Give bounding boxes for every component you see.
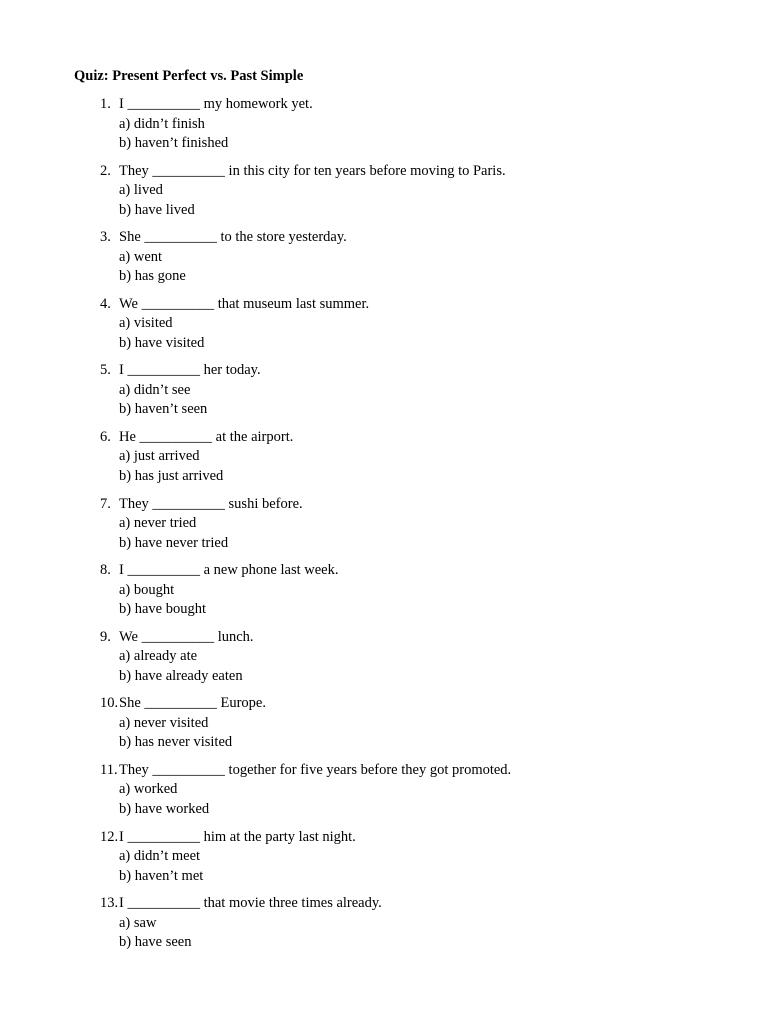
question-item xyxy=(0,628,768,695)
question-item xyxy=(0,428,768,495)
question-number: 5. xyxy=(100,362,111,379)
question-item xyxy=(0,495,768,562)
question-text: She __________ Europe. xyxy=(119,695,266,712)
question-line xyxy=(0,894,768,914)
question-line xyxy=(0,295,768,315)
option-a: a) just arrived xyxy=(119,448,200,465)
question-line xyxy=(0,95,768,115)
option-a: a) visited xyxy=(119,315,173,332)
option-b: b) have visited xyxy=(119,334,205,351)
question-item xyxy=(0,828,768,895)
question-line xyxy=(0,228,768,248)
option-a: a) never visited xyxy=(119,714,209,731)
question-text: I __________ her today. xyxy=(119,362,261,379)
question-item xyxy=(0,162,768,229)
question-number: 8. xyxy=(100,562,111,579)
question-item xyxy=(0,295,768,362)
option-b: b) haven’t met xyxy=(119,867,204,884)
question-text: I __________ him at the party last night. xyxy=(119,828,356,845)
option-b: b) haven’t seen xyxy=(119,401,208,418)
option-b: b) have worked xyxy=(119,800,210,817)
question-number: 12. xyxy=(100,828,119,845)
option-a: a) already ate xyxy=(119,648,198,665)
option-b: b) have never tried xyxy=(119,534,229,551)
question-number: 10. xyxy=(100,695,119,712)
question-number: 11. xyxy=(100,761,118,778)
option-b: b) has never visited xyxy=(119,734,233,751)
question-item xyxy=(0,361,768,428)
option-a: a) bought xyxy=(119,581,175,598)
question-text: He __________ at the airport. xyxy=(119,428,294,445)
option-a: a) worked xyxy=(119,781,178,798)
question-line xyxy=(0,361,768,381)
option-a: a) lived xyxy=(119,182,163,199)
question-number: 1. xyxy=(100,96,111,112)
question-item xyxy=(0,95,768,162)
question-item xyxy=(0,561,768,628)
option-b: b) have seen xyxy=(119,934,192,951)
question-number: 13. xyxy=(100,895,119,912)
question-number: 3. xyxy=(100,229,111,246)
question-text: I __________ my homework yet. xyxy=(119,96,313,112)
option-a: a) never tried xyxy=(119,515,197,532)
option-a: a) didn’t meet xyxy=(119,848,201,865)
question-number: 7. xyxy=(100,495,111,512)
question-text: We __________ lunch. xyxy=(119,628,254,645)
question-line xyxy=(0,428,768,448)
option-b: b) has gone xyxy=(119,268,186,285)
question-line xyxy=(0,828,768,848)
question-item xyxy=(0,228,768,295)
option-b: b) have bought xyxy=(119,601,206,618)
question-line xyxy=(0,162,768,182)
question-line xyxy=(0,495,768,515)
question-text: We __________ that museum last summer. xyxy=(119,295,370,312)
question-number: 6. xyxy=(100,428,111,445)
question-text: They __________ in this city for ten years before moving to Paris. xyxy=(119,162,506,179)
question-line xyxy=(0,561,768,581)
quiz-title: Quiz: Present Perfect vs. Past Simple xyxy=(74,68,304,84)
question-number: 4. xyxy=(100,295,111,312)
question-line xyxy=(0,694,768,714)
question-number: 2. xyxy=(100,162,111,179)
question-text: They __________ together for five years before they got promoted. xyxy=(119,761,512,778)
option-a: a) saw xyxy=(119,914,157,931)
option-b: b) have lived xyxy=(119,201,195,218)
option-b: b) has just arrived xyxy=(119,467,224,484)
question-item xyxy=(0,694,768,761)
question-line xyxy=(0,628,768,648)
question-number: 9. xyxy=(100,628,111,645)
question-text: She __________ to the store yesterday. xyxy=(119,229,347,246)
question-item xyxy=(0,894,768,961)
option-a: a) went xyxy=(119,248,163,265)
question-text: I __________ a new phone last week. xyxy=(119,562,339,579)
option-b: b) have already eaten xyxy=(119,667,243,684)
question-text: I __________ that movie three times already. xyxy=(119,895,382,912)
question-item xyxy=(0,761,768,828)
question-line xyxy=(0,761,768,781)
option-b: b) haven’t finished xyxy=(119,135,229,151)
option-a: a) didn’t finish xyxy=(119,115,205,132)
option-a: a) didn’t see xyxy=(119,381,191,398)
question-text: They __________ sushi before. xyxy=(119,495,303,512)
question-list xyxy=(0,95,768,961)
